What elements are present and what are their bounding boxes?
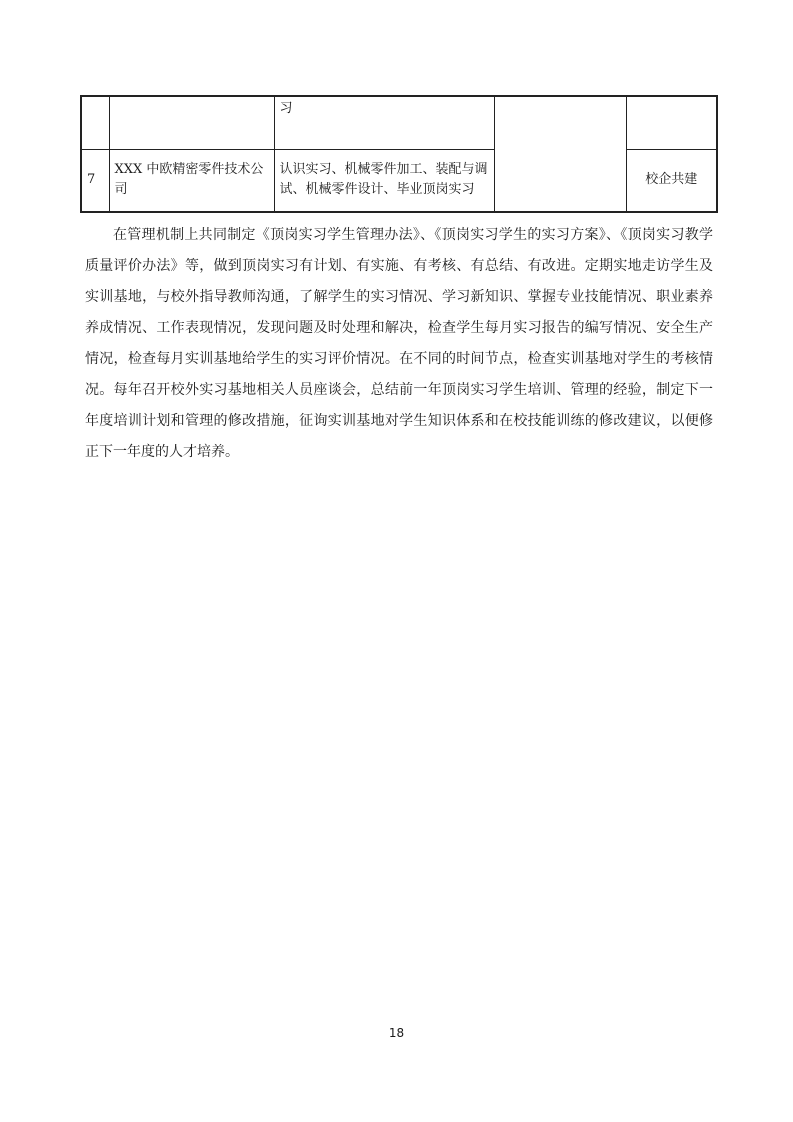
cell-type: 校企共建 [626, 149, 717, 212]
body-paragraph: 在管理机制上共同制定《顶岗实习学生管理办法》、《顶岗实习学生的实习方案》、《顶岗实习教学质量评价办法》等，做到顶岗实习有计划、有实施、有考核、有总结、有改进。定期实地走访学生及实训基地，与校外指导教师沟通，了解学生的实习情况、学习新知识、掌握专业技能情况、职业素养养成情况、工作表现情况，发现问题及时处理和解决，检查学生每月实习报告的编写情况、安全生产情况，检查每月实训基地给学生的实习评价情况。在不同的时间节点，检查实训基地对学生的考核情况。每年召开校外实习基地相关人员座谈会，总结前一年顶岗实习学生培训、管理的经验，制定下一年度培训计划和管理的修改措施，征询实训基地对学生知识体系和在校技能训练的修改建议，以便修正下一年度的人才培养。 [85, 227, 713, 460]
cell-type [626, 96, 717, 149]
cell-number: 7 [81, 149, 109, 212]
cell-content: 认识实习、机械零件加工、装配与调试、机械零件设计、毕业顶岗实习 [274, 149, 494, 212]
cell-number [81, 96, 109, 149]
page-number: 18 [388, 1026, 405, 1040]
cell-col4 [494, 96, 626, 212]
cell-company [109, 96, 274, 149]
internship-base-table [80, 95, 718, 213]
cell-content: 习 [274, 96, 494, 149]
table-row-continuation [81, 96, 717, 149]
cell-company: XXX 中欧精密零件技术公司 [109, 149, 274, 212]
